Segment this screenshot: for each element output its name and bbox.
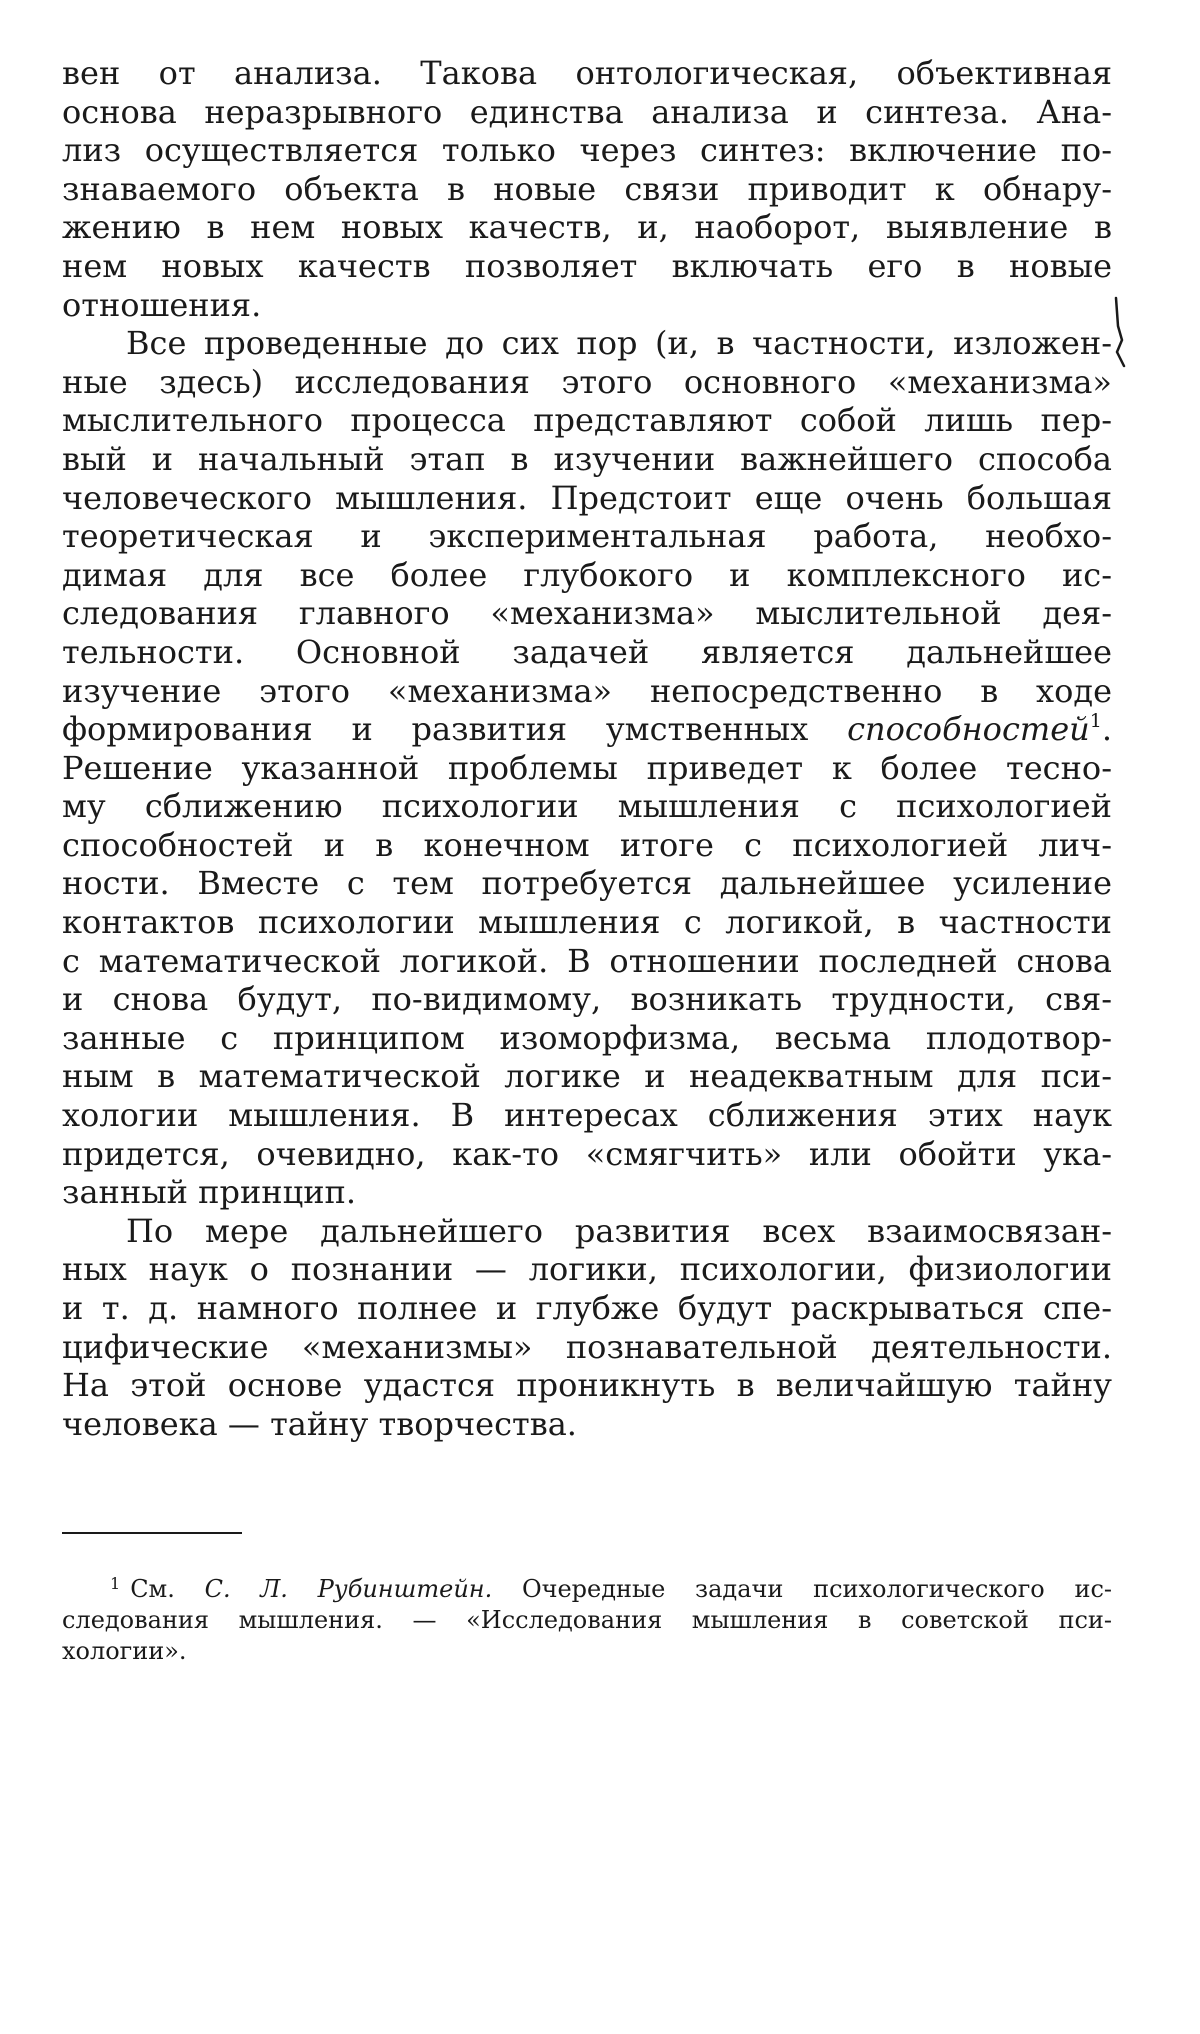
margin-pencil-mark bbox=[1112, 296, 1126, 370]
main-text bbox=[62, 54, 1112, 1443]
footnote-author: С. Л. Рубинштейн. bbox=[204, 1575, 493, 1603]
text-line-with-footnote bbox=[62, 710, 1112, 749]
text-line: занные с принципом изоморфизма, весьма плодотвор- bbox=[62, 1018, 1112, 1057]
text-line: ных наук о познании — логики, психологии, физиологии bbox=[62, 1250, 1112, 1289]
text-line: жению в нем новых качеств, и, наоборот, выявление в bbox=[62, 208, 1112, 247]
text-line: человеческого мышления. Предстоит еще очень большая bbox=[62, 478, 1112, 517]
text-line: цифические «механизмы» познавательной деятельности. bbox=[62, 1327, 1112, 1366]
text-line: На этой основе удастся проникнуть в величайшую тайну bbox=[62, 1366, 1112, 1405]
footnote-line bbox=[62, 1574, 1112, 1605]
text-line: и снова будут, по-видимому, возникать трудности, свя- bbox=[62, 980, 1112, 1019]
text-line: мыслительного процесса представляют собой лишь пер- bbox=[62, 401, 1112, 440]
text-line: нем новых качеств позволяет включать его в новые bbox=[62, 246, 1112, 285]
text-period: . bbox=[1101, 710, 1113, 749]
text-line: и т. д. намного полнее и глубже будут раскрываться спе- bbox=[62, 1289, 1112, 1327]
paragraph-2 bbox=[62, 324, 1112, 1212]
text-line: занный принцип. bbox=[62, 1173, 357, 1212]
text-line: теоретическая и экспериментальная работа, необхо- bbox=[62, 517, 1112, 556]
footnote-line: следования мышления. — «Исследования мышления в советской пси- bbox=[62, 1606, 1112, 1634]
footnote-prefix: См. bbox=[130, 1575, 175, 1603]
text-line: Решение указанной проблемы приведет к более тесно- bbox=[62, 748, 1112, 787]
text-line: тельности. Основной задачей является дальнейшее bbox=[62, 632, 1112, 671]
footnote-line: хологии». bbox=[62, 1637, 187, 1665]
paragraph-3 bbox=[62, 1212, 1112, 1444]
text-line: ности. Вместе с тем потребуется дальнейшее усиление bbox=[62, 864, 1112, 903]
text-line: вен от анализа. Такова онтологическая, объективная bbox=[62, 54, 1112, 92]
footnote-number: 1 bbox=[110, 1574, 121, 1593]
text-line: хологии мышления. В интересах сближения этих наук bbox=[62, 1096, 1112, 1135]
footnote-separator bbox=[62, 1532, 242, 1534]
text-line: му сближению психологии мышления с психологией bbox=[62, 787, 1112, 826]
text-line: отношения. bbox=[62, 285, 262, 324]
footnote bbox=[62, 1574, 1112, 1667]
footnote-reference[interactable]: 1 bbox=[1089, 710, 1102, 733]
text-line: способностей и в конечном итоге с психологией лич- bbox=[62, 825, 1112, 864]
text-line: придется, очевидно, как-то «смягчить» или обойти ука- bbox=[62, 1134, 1112, 1173]
text-line: контактов психологии мышления с логикой, в частности bbox=[62, 903, 1112, 942]
text-line: ные здесь) исследования этого основного «механизма» bbox=[62, 362, 1112, 401]
text-line: димая для все более глубокого и комплексного ис- bbox=[62, 555, 1112, 594]
text-line: человека — тайну творчества. bbox=[62, 1404, 577, 1443]
text-line: По мере дальнейшего развития всех взаимосвязан- bbox=[126, 1211, 1112, 1250]
text-line: основа неразрывного единства анализа и синтеза. Ана- bbox=[62, 92, 1112, 131]
text-line: ным в математической логике и неадекватным для пси- bbox=[62, 1057, 1112, 1096]
emphasis-term bbox=[847, 710, 1112, 748]
emphasized-word: способностей bbox=[847, 710, 1090, 749]
text-segment: формирования и развития умственных bbox=[62, 710, 809, 749]
paragraph-1 bbox=[62, 54, 1112, 324]
footnote-text: Очередные задачи психологического ис- bbox=[521, 1575, 1113, 1603]
text-line: с математической логикой. В отношении последней снова bbox=[62, 941, 1112, 980]
text-line: следования главного «механизма» мыслительной дея- bbox=[62, 594, 1112, 633]
text-line: Все проведенные до сих пор (и, в частности, изложен- bbox=[126, 324, 1112, 363]
text-line: лиз осуществляется только через синтез: включение по- bbox=[62, 131, 1112, 170]
text-line: вый и начальный этап в изучении важнейшего способа bbox=[62, 439, 1112, 478]
text-line: знаваемого объекта в новые связи приводит к обнару- bbox=[62, 169, 1112, 208]
text-line: изучение этого «механизма» непосредственно в ходе bbox=[62, 671, 1112, 710]
